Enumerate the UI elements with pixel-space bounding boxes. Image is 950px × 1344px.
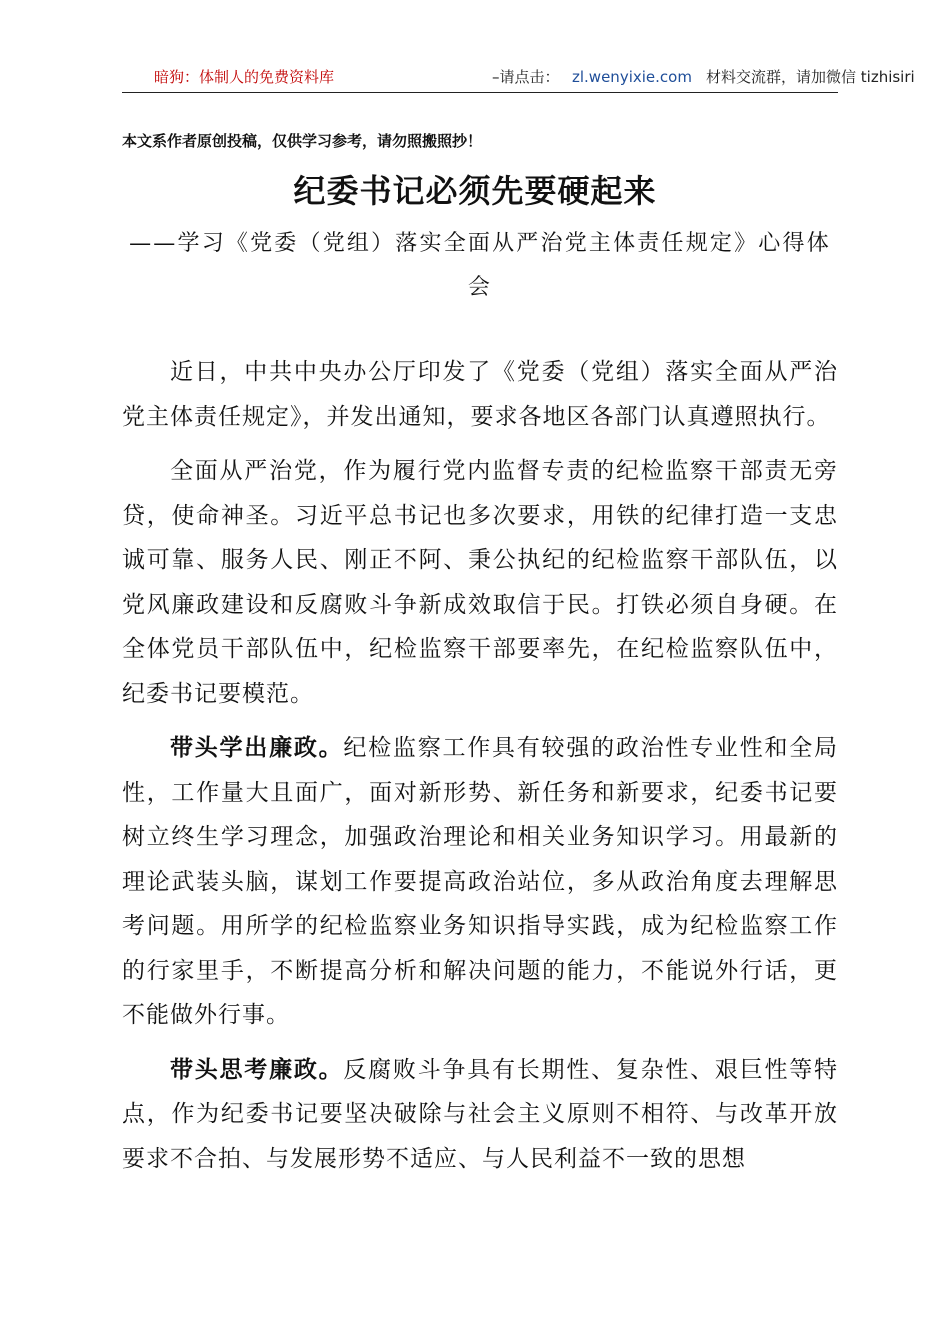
page-header <box>122 62 915 93</box>
paragraph <box>122 1048 838 1182</box>
header-group-info: 材料交流群，请加微信 tizhisiri <box>706 68 915 86</box>
paragraph-text: 近日，中共中央办公厅印发了《党委（党组）落实全面从严治党主体责任规定》，并发出通知，要求各地区各部门认真遵照执行。 <box>122 359 838 430</box>
document-body <box>122 350 838 1191</box>
paragraph-lead: 带头思考廉政。 <box>170 1056 344 1083</box>
header-brand: 暗狗：体制人的免费资料库 <box>154 68 335 86</box>
document-subtitle: ——学习《党委（党组）落实全面从严治党主体责任规定》心得体会 <box>129 231 831 300</box>
paragraph-text: 全面从严治党，作为履行党内监督专责的纪检监察干部责无旁贷，使命神圣。习近平总书记也多次要求，用铁的纪律打造一支忠诚可靠、服务人民、刚正不阿、秉公执纪的纪检监察干部队伍，以党风廉政建设和反腐败斗争新成效取信于民。打铁必须自身硬。在全体党员干部队伍中，纪检监察干部要率先，在纪检监察队伍中，纪委书记要模范。 <box>122 458 838 707</box>
paragraph <box>122 449 838 716</box>
header-click-label: –请点击： <box>492 68 560 86</box>
copyright-notice: 本文系作者原创投稿，仅供学习参考，请勿照搬照抄！ <box>122 132 483 150</box>
paragraph <box>122 350 838 439</box>
paragraph <box>122 726 838 1038</box>
document-title: 纪委书记必须先要硬起来 <box>293 172 657 210</box>
paragraph-lead: 带头学出廉政。 <box>170 735 344 761</box>
header-link[interactable]: zl.wenyixie.com <box>572 68 692 86</box>
paragraph-text: 纪检监察工作具有较强的政治性专业性和全局性，工作量大且面广，面对新形势、新任务和新要求，纪委书记要树立终生学习理念，加强政治理论和相关业务知识学习。用最新的理论武装头脑，谋划工作要提高政治站位，多从政治角度去理解思考问题。用所学的纪检监察业务知识指导实践，成为纪检监察工作的行家里手，不断提高分析和解决问题的能力，不能说外行话，更不能做外行事。 <box>122 735 839 1028</box>
paragraph-text: 反腐败斗争具有长期性、复杂性、艰巨性等特点，作为纪委书记要坚决破除与社会主义原则不相符、与改革开放要求不合拍、与发展形势不适应、与人民利益不一致的思想 <box>122 1056 839 1172</box>
